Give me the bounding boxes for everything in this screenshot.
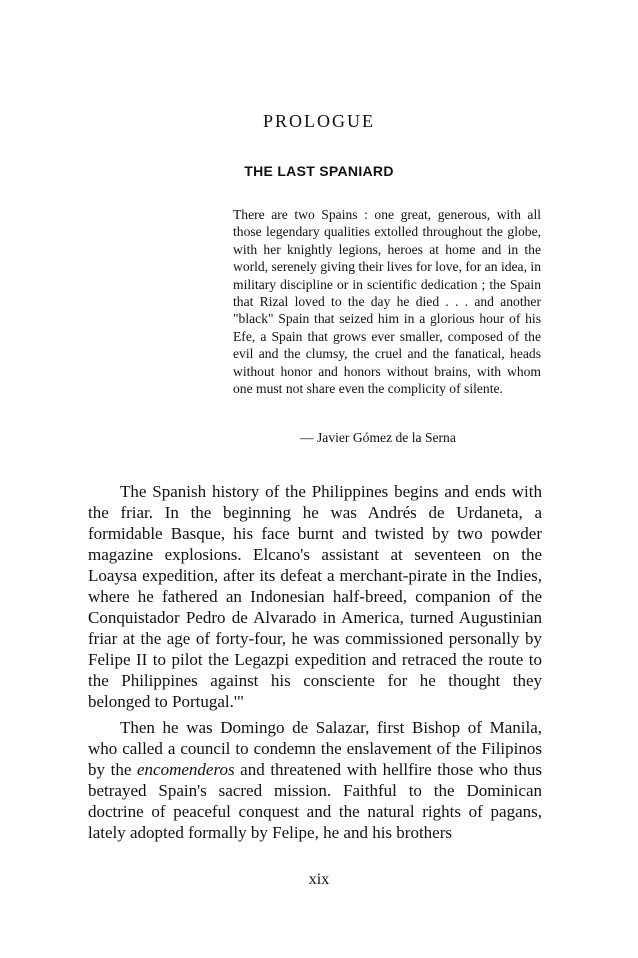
page-number: xix: [308, 871, 330, 888]
chapter-title: THE LAST SPANIARD: [244, 163, 394, 179]
body-paragraph-1: The Spanish history of the Philippines begins and ends with the friar. In the beginning he was Andrés de Urdaneta, a formidable Basque, his face burnt and twisted by two powder magazine explosions. Elcano's assistant at seventeen on the Loaysa expedition, after its defeat a merchant-pirate in the Indies, where he fathered an Indonesian half-breed, companion of the Conquistador Pedro de Alvarado in America, turned Augustinian friar at the age of forty-four, he was commissioned personally by Felipe II to pilot the Legazpi expedition and retraced the route to the Philippines against his consciente for he thought they belonged to Portugal.'": [88, 482, 542, 711]
body-text: [88, 481, 542, 843]
epigraph-text: There are two Spains : one great, generous, with all those legendary qualities extolled throughout the globe, with her knightly legions, heroes at home and in the world, serenely giving their lives for love, for an idea, in military discipline or in scientific dedication ; the Spain that Rizal loved to the day he died . . . and another "black" Spain that seized him in a glorious hour of his Efe, a Spain that grows ever smaller, composed of the evil and the clumsy, the cruel and the fanatical, heads without honor and honors without brains, with whom one must not share even the complicity of silente.: [233, 207, 541, 397]
prologue-heading: PROLOGUE: [262, 111, 375, 131]
epigraph-attribution: — Javier Gómez de la Serna: [300, 430, 456, 445]
italic-term-encomenderos: encomenderos: [137, 760, 235, 779]
paragraph-2-text-start: Then he was Domingo de Salazar, first Bishop of Manila, who called a council to condemn the enslavement of the Filipinos by the: [88, 718, 542, 779]
paragraph-2-text-end: and threatened with hellfire those who thus betrayed Spain's sacred mission. Faithful to the Dominican doctrine of peaceful conquest and the natural rights of pagans, lately adopted formally by Felipe, he and his brothers: [88, 760, 542, 842]
body-paragraph-2: [88, 717, 542, 843]
